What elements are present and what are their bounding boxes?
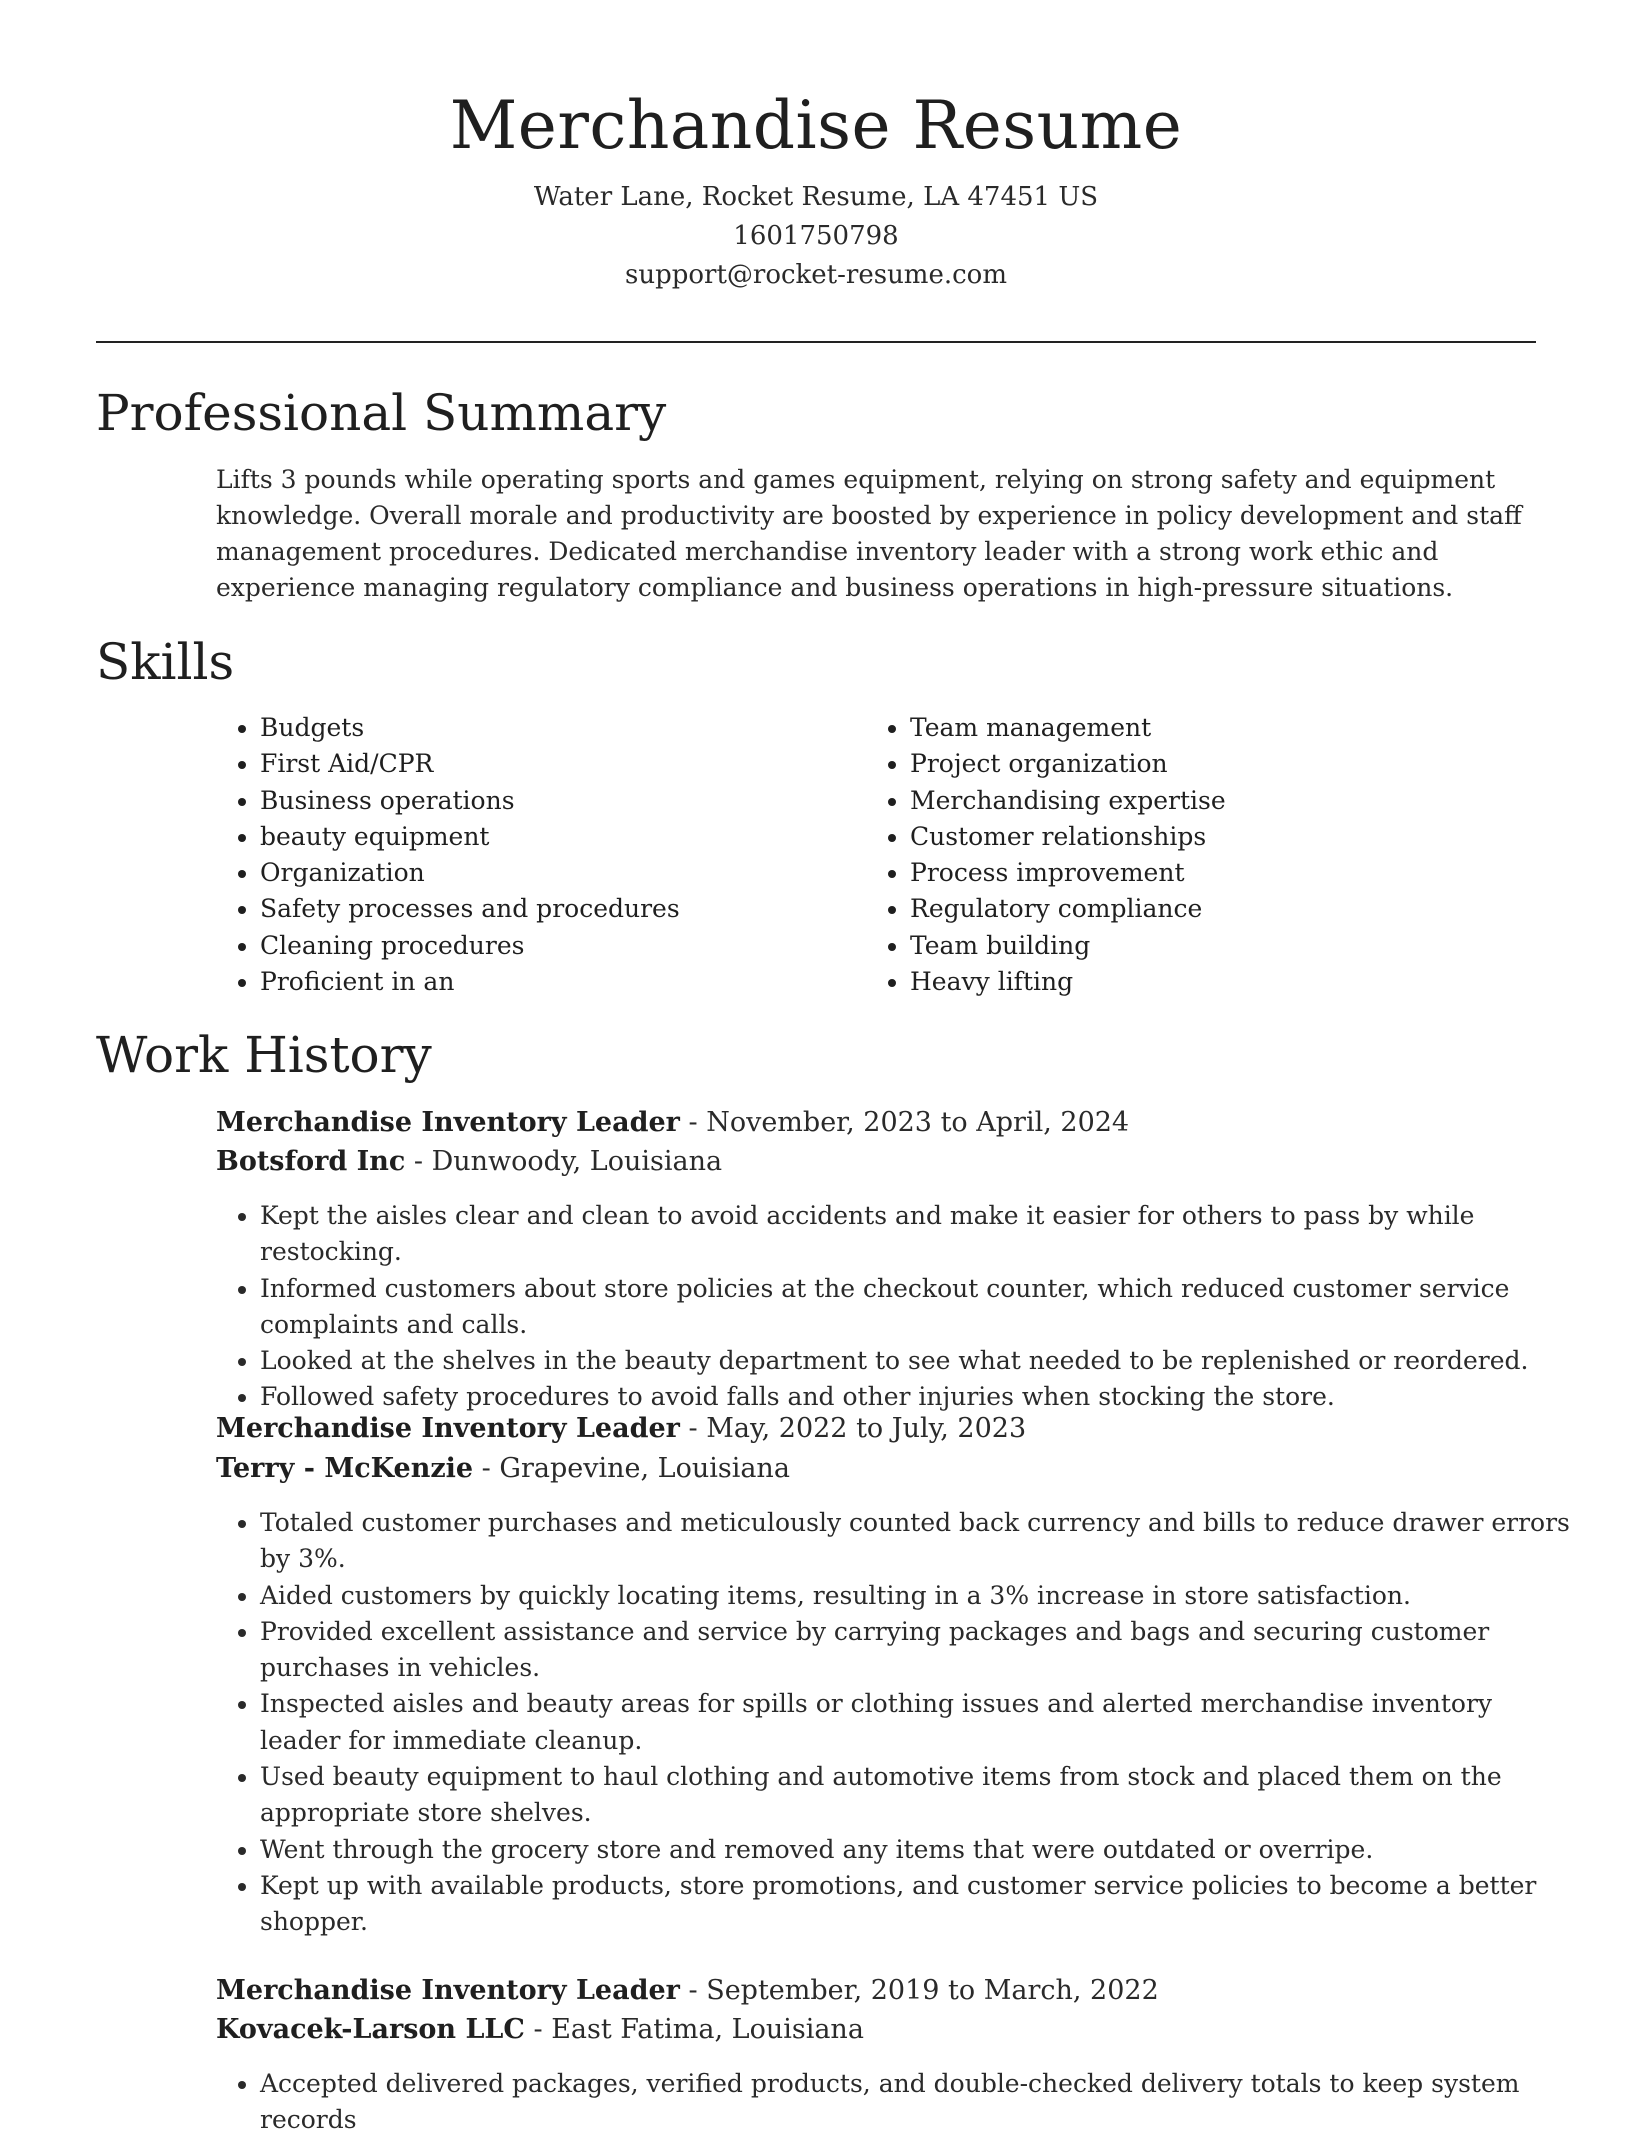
header-divider	[96, 341, 1536, 343]
resume-title: Merchandise Resume	[449, 87, 1183, 164]
skill-item: • Safety processes and procedures	[260, 891, 836, 927]
job-bullet: • Used beauty equipment to haul clothing and automotive items from stock and placed them on the appropriate store shelves.	[260, 1759, 1576, 1832]
job-company-line	[216, 1449, 1536, 1489]
job-role: Merchandise Inventory Leader	[216, 1413, 680, 1444]
work-history-heading: Work History	[96, 1026, 432, 1084]
contact-block	[96, 178, 1536, 295]
job-bullet: • Aided customers by quickly locating items, resulting in a 3% increase in store satisfaction.	[260, 1578, 1576, 1614]
skills-column-left	[216, 710, 836, 1000]
skills-column-right	[866, 710, 1486, 1000]
job-bullet: • Totaled customer purchases and meticulously counted back currency and bills to reduce drawer errors by 3%.	[260, 1505, 1576, 1578]
contact-phone: 1601750798	[733, 221, 899, 251]
job-bullet: • Looked at the shelves in the beauty department to see what needed to be replenished or reordered.	[260, 1343, 1576, 1379]
job-bullet: • Inspected aisles and beauty areas for spills or clothing issues and alerted merchandise inventory leader for immediate cleanup.	[260, 1686, 1576, 1759]
job-bullet: • Accepted delivered packages, verified products, and double-checked delivery totals to keep system records	[260, 2066, 1576, 2139]
summary-heading: Professional Summary	[96, 384, 667, 442]
job-bullets	[216, 2066, 1576, 2139]
skill-item: • Team building	[910, 928, 1486, 964]
job-bullets	[216, 1505, 1576, 1941]
job-location: - Grapevine, Louisiana	[473, 1453, 790, 1484]
job-company-line	[216, 2010, 1536, 2050]
contact-address: Water Lane, Rocket Resume, LA 47451 US	[533, 182, 1099, 212]
job-role: Merchandise Inventory Leader	[216, 1107, 680, 1138]
job-dates: - September, 2019 to March, 2022	[679, 1975, 1159, 2006]
skill-item: • Team management	[910, 710, 1486, 746]
job-dates: - November, 2023 to April, 2024	[679, 1107, 1130, 1138]
skill-item: • Budgets	[260, 710, 836, 746]
job-bullet: • Went through the grocery store and removed any items that were outdated or overripe.	[260, 1832, 1576, 1868]
contact-email: support@rocket-resume.com	[624, 260, 1007, 290]
job-bullet: • Provided excellent assistance and service by carrying packages and bags and securing customer purchases in vehicles.	[260, 1614, 1576, 1687]
skill-item: • Proficient in an	[260, 964, 836, 1000]
job-company: Kovacek-Larson LLC	[216, 2014, 525, 2045]
skill-item: • beauty equipment	[260, 819, 836, 855]
skill-item: • Merchandising expertise	[910, 783, 1486, 819]
job-bullet: • Followed safety procedures to avoid falls and other injuries when stocking the store.	[260, 1379, 1576, 1415]
job-company: Botsford Inc	[216, 1146, 406, 1177]
job-title-line	[216, 1103, 1536, 1143]
skill-item: • Cleaning procedures	[260, 928, 836, 964]
job-dates: - May, 2022 to July, 2023	[679, 1413, 1027, 1444]
job-bullet: • Kept up with available products, store promotions, and customer service policies to become a better shopper.	[260, 1868, 1576, 1941]
job-location: - East Fatima, Louisiana	[524, 2014, 864, 2045]
job-location: - Dunwoody, Louisiana	[405, 1146, 723, 1177]
job-bullet: • Informed customers about store policies at the checkout counter, which reduced customer service complaints and calls.	[260, 1271, 1576, 1344]
job-bullets	[216, 1198, 1576, 1416]
skill-item: • First Aid/CPR	[260, 746, 836, 782]
skill-item: • Heavy lifting	[910, 964, 1486, 1000]
job-role: Merchandise Inventory Leader	[216, 1975, 680, 2006]
skill-item: • Project organization	[910, 746, 1486, 782]
summary-text: Lifts 3 pounds while operating sports and games equipment, relying on strong safety and equipment knowledge. Overall morale and productivity are boosted by experience in policy development and staff management procedures. Dedicated merchandise inventory leader with a strong work ethic and experience managing regulatory compliance and business operations in high-pressure situations.	[216, 465, 1522, 602]
resume-header	[96, 82, 1536, 295]
job-company: Terry - McKenzie	[216, 1453, 474, 1484]
skill-item: • Process improvement	[910, 855, 1486, 891]
skills-heading: Skills	[96, 633, 235, 691]
job-title-line	[216, 1409, 1536, 1449]
job-company-line	[216, 1142, 1536, 1182]
skill-item: • Business operations	[260, 783, 836, 819]
job-title-line	[216, 1971, 1536, 2011]
skill-item: • Regulatory compliance	[910, 891, 1486, 927]
skill-item: • Organization	[260, 855, 836, 891]
skill-item: • Customer relationships	[910, 819, 1486, 855]
job-bullet: • Kept the aisles clear and clean to avoid accidents and make it easier for others to pass by while restocking.	[260, 1198, 1576, 1271]
